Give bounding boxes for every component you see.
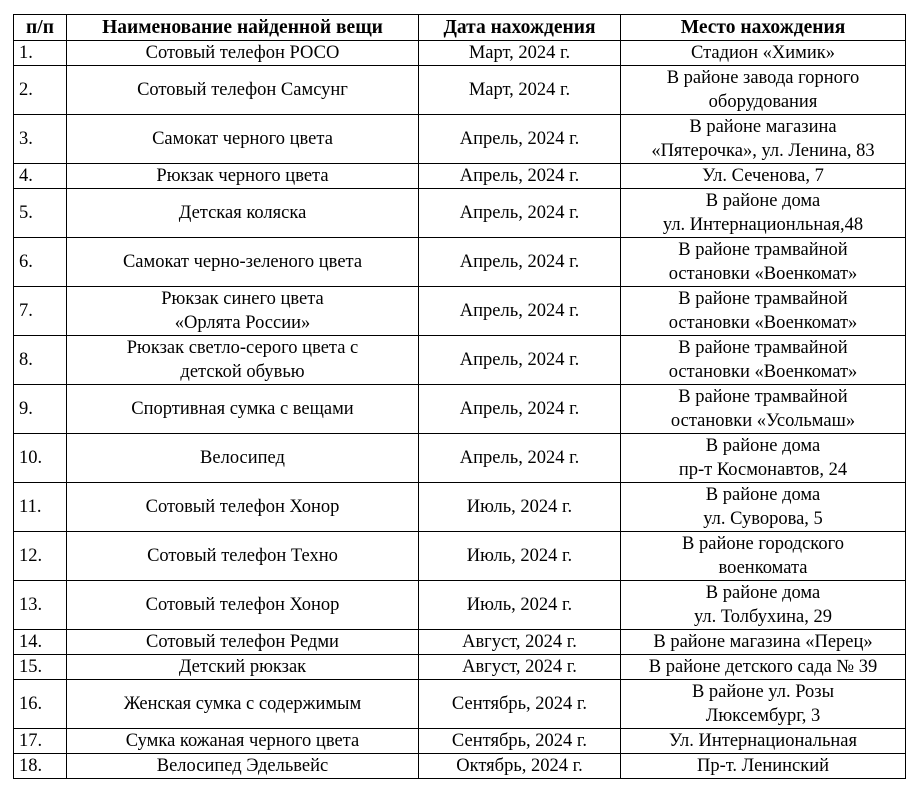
item-name-cell: Велосипед: [67, 434, 419, 483]
place-found-cell: Ул. Интернациональная: [621, 729, 906, 754]
place-found-cell: В районе детского сада № 39: [621, 655, 906, 680]
row-number-cell: 2.: [14, 66, 67, 115]
date-found-cell: Апрель, 2024 г.: [419, 287, 621, 336]
table-row: [14, 41, 906, 66]
header-date-found: Дата нахождения: [419, 15, 621, 41]
row-number-cell: 9.: [14, 385, 67, 434]
item-name-cell: Самокат черного цвета: [67, 115, 419, 164]
date-found-cell: Апрель, 2024 г.: [419, 164, 621, 189]
table-row: [14, 754, 906, 779]
table-row: [14, 581, 906, 630]
item-name-cell: Рюкзак черного цвета: [67, 164, 419, 189]
header-item-name: Наименование найденной вещи: [67, 15, 419, 41]
table-row: [14, 630, 906, 655]
date-found-cell: Апрель, 2024 г.: [419, 115, 621, 164]
place-found-cell: В районе городского военкомата: [621, 532, 906, 581]
item-name-cell: Сотовый телефон Редми: [67, 630, 419, 655]
date-found-cell: Сентябрь, 2024 г.: [419, 729, 621, 754]
item-name-cell: Сотовый телефон Хонор: [67, 483, 419, 532]
table-row: [14, 238, 906, 287]
date-found-cell: Апрель, 2024 г.: [419, 385, 621, 434]
place-found-cell: Пр-т. Ленинский: [621, 754, 906, 779]
item-name-cell: Сотовый телефон РОСО: [67, 41, 419, 66]
place-found-cell: В районе магазина «Перец»: [621, 630, 906, 655]
place-found-cell: В районе ул. Розы Люксембург, 3: [621, 680, 906, 729]
row-number-cell: 8.: [14, 336, 67, 385]
header-place-found: Место нахождения: [621, 15, 906, 41]
row-number-cell: 15.: [14, 655, 67, 680]
date-found-cell: Июль, 2024 г.: [419, 483, 621, 532]
place-found-cell: В районе завода горного оборудования: [621, 66, 906, 115]
row-number-cell: 4.: [14, 164, 67, 189]
table-row: [14, 680, 906, 729]
date-found-cell: Апрель, 2024 г.: [419, 189, 621, 238]
place-found-cell: В районе трамвайной остановки «Военкомат»: [621, 238, 906, 287]
item-name-cell: Женская сумка с содержимым: [67, 680, 419, 729]
row-number-cell: 14.: [14, 630, 67, 655]
table-body: [14, 41, 906, 779]
date-found-cell: Октябрь, 2024 г.: [419, 754, 621, 779]
place-found-cell: В районе трамвайной остановки «Военкомат»: [621, 287, 906, 336]
row-number-cell: 5.: [14, 189, 67, 238]
date-found-cell: Август, 2024 г.: [419, 630, 621, 655]
row-number-cell: 7.: [14, 287, 67, 336]
header-number: п/п: [14, 15, 67, 41]
date-found-cell: Март, 2024 г.: [419, 41, 621, 66]
table-row: [14, 655, 906, 680]
row-number-cell: 16.: [14, 680, 67, 729]
row-number-cell: 6.: [14, 238, 67, 287]
date-found-cell: Апрель, 2024 г.: [419, 336, 621, 385]
table-row: [14, 164, 906, 189]
item-name-cell: Детский рюкзак: [67, 655, 419, 680]
row-number-cell: 10.: [14, 434, 67, 483]
place-found-cell: В районе трамвайной остановки «Военкомат»: [621, 336, 906, 385]
place-found-cell: В районе дома ул. Суворова, 5: [621, 483, 906, 532]
place-found-cell: Стадион «Химик»: [621, 41, 906, 66]
row-number-cell: 1.: [14, 41, 67, 66]
row-number-cell: 13.: [14, 581, 67, 630]
date-found-cell: Март, 2024 г.: [419, 66, 621, 115]
item-name-cell: Самокат черно-зеленого цвета: [67, 238, 419, 287]
table-row: [14, 66, 906, 115]
table-row: [14, 532, 906, 581]
row-number-cell: 12.: [14, 532, 67, 581]
place-found-cell: В районе дома ул. Толбухина, 29: [621, 581, 906, 630]
table-row: [14, 729, 906, 754]
place-found-cell: В районе магазина «Пятерочка», ул. Ленина, 83: [621, 115, 906, 164]
date-found-cell: Июль, 2024 г.: [419, 581, 621, 630]
row-number-cell: 18.: [14, 754, 67, 779]
row-number-cell: 17.: [14, 729, 67, 754]
item-name-cell: Сотовый телефон Самсунг: [67, 66, 419, 115]
item-name-cell: Детская коляска: [67, 189, 419, 238]
table-row: [14, 336, 906, 385]
table-row: [14, 189, 906, 238]
table-header-row: [14, 15, 906, 41]
table-row: [14, 385, 906, 434]
date-found-cell: Апрель, 2024 г.: [419, 434, 621, 483]
table-row: [14, 434, 906, 483]
item-name-cell: Велосипед Эдельвейс: [67, 754, 419, 779]
item-name-cell: Рюкзак синего цвета «Орлята России»: [67, 287, 419, 336]
item-name-cell: Сотовый телефон Хонор: [67, 581, 419, 630]
item-name-cell: Рюкзак светло-серого цвета с детской обувью: [67, 336, 419, 385]
row-number-cell: 3.: [14, 115, 67, 164]
date-found-cell: Июль, 2024 г.: [419, 532, 621, 581]
table-row: [14, 115, 906, 164]
item-name-cell: Спортивная сумка с вещами: [67, 385, 419, 434]
table-row: [14, 287, 906, 336]
date-found-cell: Апрель, 2024 г.: [419, 238, 621, 287]
table-row: [14, 483, 906, 532]
place-found-cell: В районе трамвайной остановки «Усольмаш»: [621, 385, 906, 434]
date-found-cell: Август, 2024 г.: [419, 655, 621, 680]
found-items-table: [13, 14, 906, 779]
place-found-cell: Ул. Сеченова, 7: [621, 164, 906, 189]
place-found-cell: В районе дома пр-т Космонавтов, 24: [621, 434, 906, 483]
item-name-cell: Сотовый телефон Техно: [67, 532, 419, 581]
place-found-cell: В районе дома ул. Интернационльная,48: [621, 189, 906, 238]
date-found-cell: Сентябрь, 2024 г.: [419, 680, 621, 729]
row-number-cell: 11.: [14, 483, 67, 532]
item-name-cell: Сумка кожаная черного цвета: [67, 729, 419, 754]
